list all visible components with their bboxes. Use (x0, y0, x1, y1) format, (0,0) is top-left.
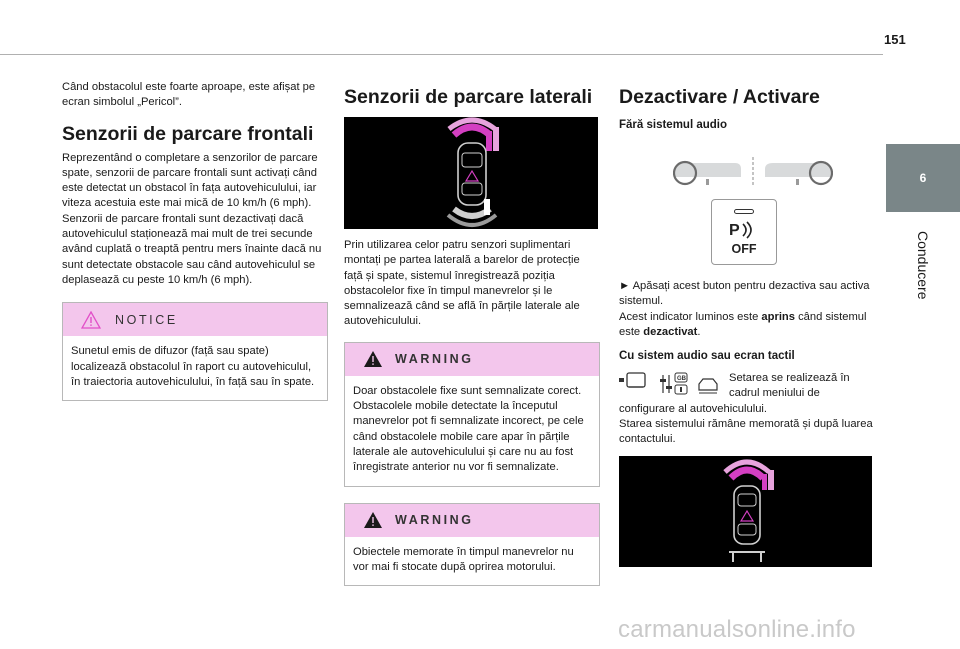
side-sensors-illustration (344, 117, 598, 229)
notice-title: NOTICE (115, 312, 178, 327)
warning-box-1 (344, 342, 600, 487)
indicator-text (619, 310, 874, 341)
with-audio-subheading: Cu sistem audio sau ecran tactil (619, 350, 795, 363)
warning-title-1: WARNING (395, 352, 474, 367)
parking-display-image (344, 117, 598, 229)
memo-text: Starea sistemului rămâne memorată și după luarea contactului. (619, 418, 873, 446)
indicator-pre: Acest indicator luminos este (619, 310, 762, 323)
column-side-sensors (344, 80, 600, 586)
indicator-post: . (697, 325, 701, 338)
off-label: OFF (731, 242, 757, 256)
warning-header-2 (345, 504, 599, 537)
svg-text:P: P (729, 222, 740, 239)
notice-box (62, 302, 328, 401)
warning-box-2 (344, 503, 600, 587)
column-deactivate (619, 80, 874, 567)
touch-text-2: configurare al autovehiculului. (619, 402, 768, 415)
warning-triangle-icon (363, 350, 383, 368)
warning-text-1: Doar obstacolele fixe sunt semnalizate corect. Obstacolele mobile detectate la începutul manevrelor pot fi semnalizate incorect, pe cele când obstacolele mobile care apar în părțile laterale ale autovehiculului și care nu au fost înregistrate anterior nu vor fi semnalizate. (353, 384, 584, 474)
touch-text: Setarea se realizează în cadrul meniului de (729, 372, 850, 400)
top-divider (0, 54, 883, 55)
front-sensors-heading: Senzorii de parcare frontali (62, 122, 314, 145)
intro-text: Când obstacolul este foarte aproape, este afișat pe ecran simbolul „Pericol”. (62, 81, 316, 109)
front-sensors-body: Reprezentând o completare a senzorilor de parcare spate, senzorii de parcare frontali sunt activați când este detectat un obstacol în fața autovehiculului, iar viteza acestuia este mai mică de 10 km/h (6 mph). (62, 151, 318, 210)
warning-triangle-icon (81, 311, 101, 329)
notice-text: Sunetul emis de difuzor (față sau spate) localizează obstacolul în raport cu autovehiculul, în traiectoria autovehiculului, în față sau în spate. (71, 345, 315, 388)
page-number: 151 (884, 32, 906, 47)
side-sensors-body: Prin utilizarea celor patru senzori suplimentari montați pe partea laterală a barelor de protecție față și spate, sistemul înregistrează poziția obstacolelor fixe în timpul manevrelor și le semnalizează când se află în părțile laterale ale autovehiculului. (344, 239, 580, 328)
indicator-on: aprins (761, 310, 795, 323)
gb-label: GB (677, 376, 686, 383)
touchscreen-parking-image (619, 456, 872, 567)
dashboard-location-icon (673, 155, 833, 189)
front-sensors-body-2: Senzorii de parcare frontali sunt dezactivați dacă autovehiculul staționează mai mult de trei secunde având cuplată o treaptă pentru mers înainte dacă nu sunt detectate obstacole sau când autovehiculul se deplasează cu peste 10 km/h (6 mph). (62, 212, 322, 286)
indicator-lamp (734, 209, 754, 214)
notice-header (63, 303, 327, 336)
park-sensor-icon (729, 220, 759, 240)
side-sensors-heading: Senzorii de parcare laterali (344, 86, 593, 108)
watermark: carmanualsonline.info (618, 616, 856, 643)
chapter-tab[interactable]: 6 (886, 144, 960, 212)
park-sensor-off-button[interactable] (711, 199, 777, 265)
warning-title-2: WARNING (395, 513, 474, 528)
touchscreen-illustration (619, 456, 872, 567)
column-front-sensors (62, 80, 328, 401)
warning-header-1 (345, 343, 599, 376)
touch-instructions (619, 371, 874, 402)
without-audio-subheading: Fără sistemul audio (619, 119, 728, 131)
chapter-label: Conducere (915, 230, 931, 300)
deactivate-step: ► Apăsați acest buton pentru dezactiva sau activa sistemul. (619, 280, 870, 308)
warning-text-2: Obiectele memorate în timpul manevrelor nu vor mai fi stocate după oprirea motorului. (353, 545, 574, 573)
indicator-off: dezactivat (643, 325, 698, 338)
warning-triangle-icon (363, 511, 383, 529)
indicator-mid: când sistemul este (619, 310, 867, 338)
menu-icons (619, 371, 719, 397)
deactivate-heading: Dezactivare / Activare (619, 86, 820, 108)
